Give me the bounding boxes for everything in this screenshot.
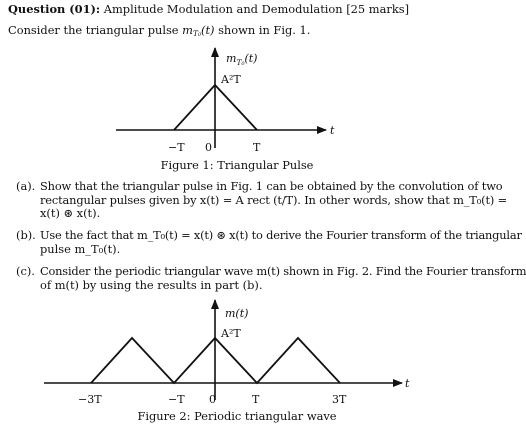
part-a-line-3: x(t) ⊛ x(t). bbox=[40, 206, 101, 220]
intro-text-before: Consider the triangular pulse bbox=[8, 23, 183, 37]
part-b-line-1: Use the fact that m_T₀(t) = x(t) ⊛ x(t) to derive the Fourier transform of the triangular bbox=[40, 228, 522, 242]
intro-symbol-arg: (t) bbox=[201, 23, 215, 37]
part-a-label: (a). bbox=[16, 179, 36, 193]
fig1-tick-t: T bbox=[253, 141, 261, 154]
fig2-peak-label: A²T bbox=[221, 327, 241, 340]
fig2-tick-neg-3t: −3T bbox=[78, 393, 102, 406]
part-a bbox=[16, 179, 508, 222]
fig2-tick-t: T bbox=[252, 393, 260, 406]
fig2-x-axis-label: t bbox=[405, 377, 410, 390]
fig2-tick-3t: 3T bbox=[332, 393, 347, 406]
fig2-y-label: m(t) bbox=[225, 307, 249, 320]
part-c-line-2: of m(t) by using the results in part (b). bbox=[40, 277, 263, 292]
fig2-tick-zero: 0 bbox=[209, 393, 216, 406]
fig1-tick-zero: 0 bbox=[205, 141, 212, 154]
part-c-line-1: Consider the periodic triangular wave m(t) shown in Fig. 2. Find the Fourier transform bbox=[40, 264, 526, 278]
part-b-label: (b). bbox=[16, 228, 36, 242]
part-a-line-2: rectangular pulses given by x(t) = A rect (t/T). In other words, show that m_T₀(t) = bbox=[40, 192, 508, 207]
part-b bbox=[16, 228, 522, 259]
fig1-peak-label: A²T bbox=[221, 73, 241, 86]
part-c-label: (c). bbox=[16, 264, 35, 278]
question-label: Question (01): bbox=[8, 2, 101, 16]
question-title: Amplitude Modulation and Demodulation [25 marks] bbox=[103, 2, 410, 16]
intro-text-after: shown in Fig. 1. bbox=[214, 23, 311, 37]
part-b-line-2: pulse m_T₀(t). bbox=[40, 241, 121, 256]
fig1-x-axis-label: t bbox=[330, 124, 335, 137]
figure-1-caption: Figure 1: Triangular Pulse bbox=[160, 158, 314, 172]
figure-2-caption: Figure 2: Periodic triangular wave bbox=[137, 409, 337, 423]
intro-symbol-sub: T₀ bbox=[192, 29, 201, 38]
fig1-tick-neg-t: −T bbox=[168, 141, 185, 154]
part-c bbox=[16, 264, 526, 295]
fig1-y-label: $m_{T_0}(t)$ bbox=[226, 52, 258, 67]
fig2-tick-neg-t: −T bbox=[168, 393, 185, 406]
intro-symbol: m bbox=[182, 23, 193, 37]
part-a-line-1: Show that the triangular pulse in Fig. 1 can be obtained by the convolution of two bbox=[40, 179, 503, 193]
